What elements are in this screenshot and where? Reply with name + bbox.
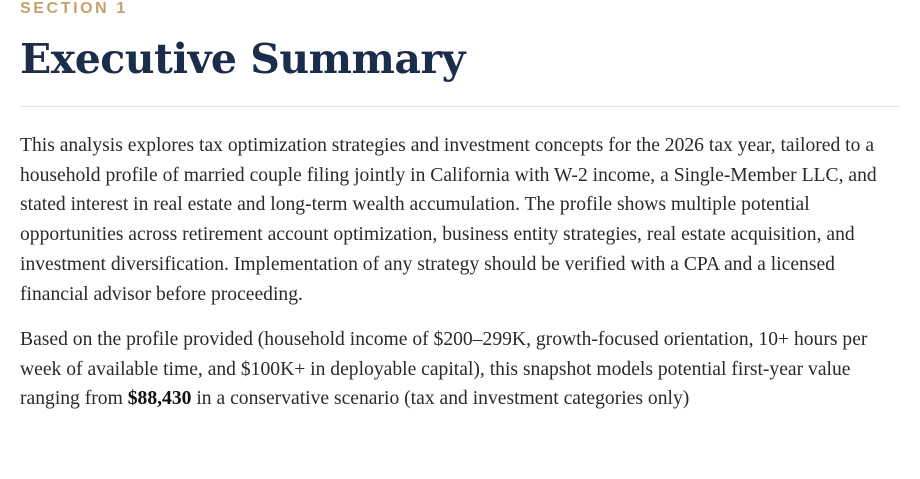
section-divider <box>20 106 900 107</box>
summary-paragraph-2-tail: in a conservative scenario (tax and investment categories only) <box>191 388 690 410</box>
section-title: Executive Summary <box>20 35 465 83</box>
summary-paragraph-2-lead: Based on the profile provided (household income of $200–299K, growth-focused orientation, 10+ hours per week of available time, and $100K+ in deployable capital), this snapshot models potential first-year value ranging from <box>20 329 868 410</box>
section-eyebrow: SECTION 1 <box>20 0 128 17</box>
conservative-value-highlight: $88,430 <box>127 388 192 410</box>
summary-paragraph-1: This analysis explores tax optimization strategies and investment concepts for the 2026 tax year, tailored to a household profile of married couple filing jointly in California with W-2 income, a Single-Member LLC, and stated interest in real estate and long-term wealth accumulation. The profile shows multiple potential opportunities across retirement account optimization, business entity strategies, real estate acquisition, and investment diversification. Implementation of any strategy should be verified with a CPA and a licensed financial advisor before proceeding. <box>20 135 877 305</box>
summary-paragraph-2 <box>20 325 900 414</box>
